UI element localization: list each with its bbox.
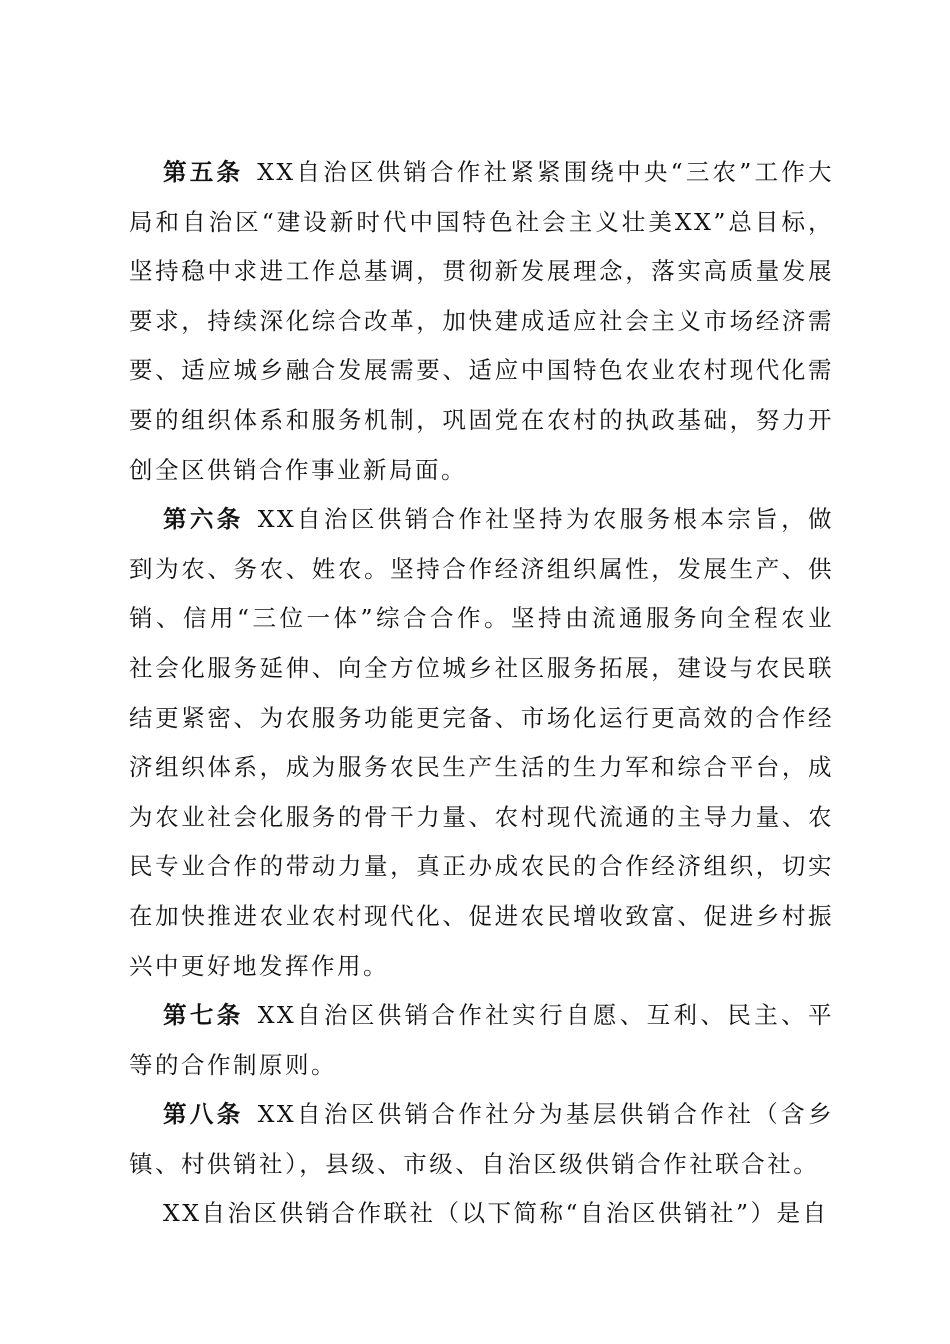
article-5-label: 第五条 <box>163 158 244 186</box>
article-7-paragraph <box>129 991 834 1090</box>
article-6-label: 第六条 <box>163 505 244 534</box>
article-8-label: 第八条 <box>163 1100 244 1129</box>
article-6-paragraph <box>129 495 834 991</box>
article-7-label: 第七条 <box>163 1001 244 1030</box>
article-7-text: XX自治区供销合作社实行自愿、互利、民主、平等的合作制原则。 <box>129 1001 835 1079</box>
article-6-text: XX自治区供销合作社坚持为农服务根本宗旨，做到为农、务农、姓农。坚持合作经济组织属性，发展生产、供销、信用“三位一体”综合合作。坚持由流通服务向全程农业社会化服务延伸、向全方位城乡社区服务拓展，建设与农民联结更紧密、为农服务功能更完备、市场化运行更高效的合作经济组织体系，成为服务农民生产生活的生力军和综合平台，成为农业社会化服务的骨干力量、农村现代流通的主导力量、农民专业合作的带动力量，真正办成农民的合作经济组织，切实在加快推进农业农村现代化、促进农民增收致富、促进乡村振兴中更好地发挥作用。 <box>129 505 835 980</box>
continuation-text: XX自治区供销合作联社（以下简称“自治区供销社”）是自 <box>163 1199 829 1228</box>
article-8-text: XX自治区供销合作社分为基层供销合作社（含乡镇、村供销社），县级、市级、自治区级供销合作社联合社。 <box>129 1100 835 1178</box>
article-5-text: XX自治区供销合作社紧紧围绕中央“三农”工作大局和自治区“建设新时代中国特色社会主义壮美XX”总目标，坚持稳中求进工作总基调，贯彻新发展理念，落实高质量发展要求，持续深化综合改革，加快建成适应社会主义市场经济需要、适应城乡融合发展需要、适应中国特色农业农村现代化需要的组织体系和服务机制，巩固党在农村的执政基础，努力开创全区供销合作事业新局面。 <box>129 158 834 484</box>
document-body <box>129 148 834 1239</box>
article-5-paragraph <box>129 148 834 495</box>
article-8-paragraph <box>129 1090 834 1189</box>
continuation-paragraph <box>129 1189 834 1239</box>
